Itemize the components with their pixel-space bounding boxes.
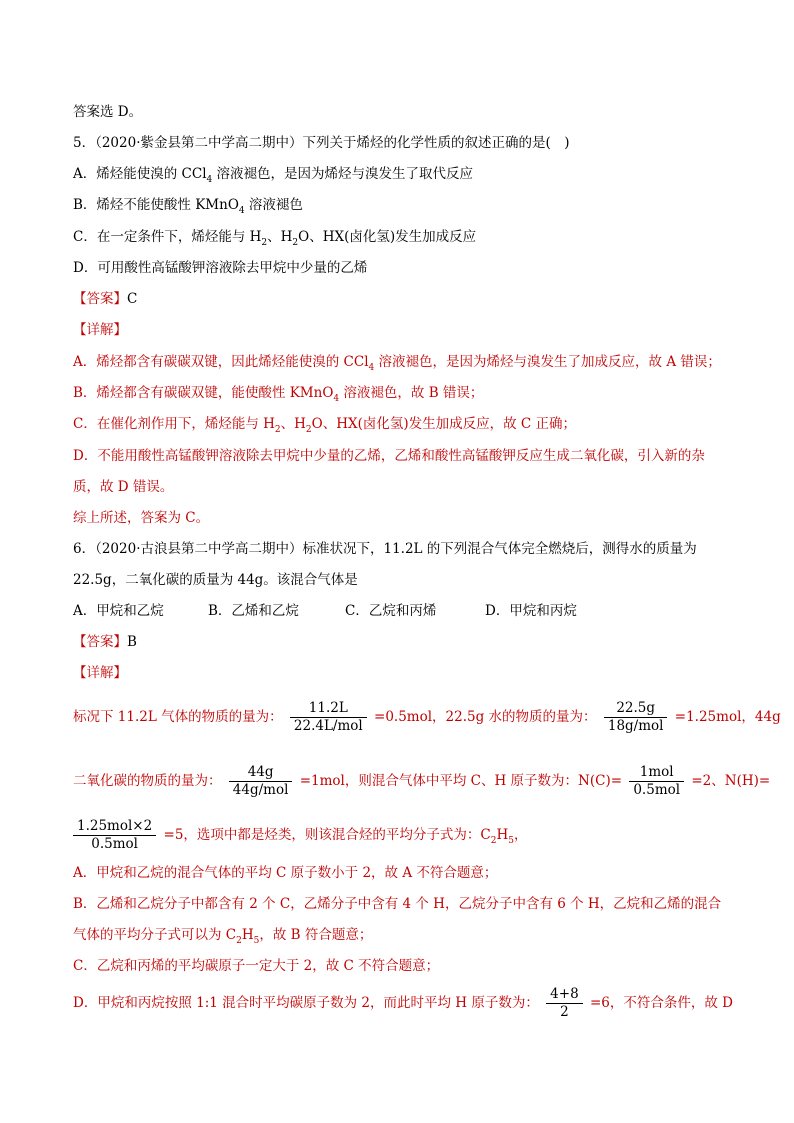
q5-option-c: C．在一定条件下，烯烃能与 $H_2$、$H_2O$、HX(卤化氢)发生加成反应 — [73, 229, 477, 248]
fraction-water-moles: $\frac{22.5g}{\text{18g/mol}}$ — [604, 700, 668, 735]
q6-calc-line3: $\frac{\text{1.25mol×2}}{\text{0.5mol}}$ =5，选项中都是烃类，则该混合烃的平均分子式为：$C_2H_5$， — [73, 818, 528, 853]
fraction-avg-h: $\frac{4+8}{2}$ — [546, 986, 583, 1021]
q5-option-a: A．烯烃能使溴的 CCl$_4$ 溶液褪色，是因为烯烃与溴发生了取代反应 — [73, 166, 474, 185]
q6-explain-b-line2: 气体的平均分子式可以为 $C_2H_5$，故 B 符合题意； — [73, 927, 373, 946]
q6-stem-line2: 22.5g，二氧化碳的质量为 44g。该混合气体是 — [73, 572, 358, 588]
q6-explain-c: C．乙烷和丙烯的平均碳原子一定大于 2，故 C 不符合题意； — [73, 958, 440, 974]
q6-calc-line2: 二氧化碳的物质的量为： $\frac{44g}{\text{44g/mol}}$ =1mol，则混合气体中平均 C、H 原子数为：N(C)= $\frac{\text{1mol}}{\text{0.5mol}}$ =2、N(H)= — [73, 764, 771, 798]
q5-explain-a: A．烯烃都含有碳碳双键，因此烯烃能使溴的 CCl$_4$ 溶液褪色，是因为烯烃与溴发生了加成反应，故 A 错误； — [73, 354, 721, 373]
q6-explain-d: D．甲烷和丙烷按照 1:1 混合时平均碳原子数为 2，而此时平均 H 原子数为： $\frac{4+8}{2}$ =6，不符合条件，故 D — [73, 986, 733, 1020]
q5-answer: 【答案】C — [73, 291, 138, 307]
q5-explain-c: C．在催化剂作用下，烯烃能与 $H_2$、$H_2O$、HX(卤化氢)发生加成反应，故 C 正确； — [73, 416, 577, 435]
q6-explain-b-line1: B．乙烯和乙烷分子中都含有 2 个 C，乙烯分子中含有 4 个 H，乙烷分子中含有 6 个 H，乙烷和乙烯的混合 — [73, 896, 722, 912]
q6-stem-line1: 6．（2020·古浪县第二中学高二期中）标准状况下，11.2L 的下列混合气体完全燃烧后，测得水的质量为 — [73, 541, 697, 557]
q5-option-b: B．烯烃不能使酸性 KMnO$_4$ 溶液褪色 — [73, 197, 303, 216]
q5-option-d: D．可用酸性高锰酸钾溶液除去甲烷中少量的乙烯 — [73, 260, 368, 276]
q6-option-d: D．甲烷和丙烷 — [485, 603, 577, 619]
fraction-co2-moles: $\frac{44g}{\text{44g/mol}}$ — [229, 764, 293, 799]
q6-option-c: C．乙烷和丙烯 — [345, 603, 437, 619]
q6-option-a: A．甲烷和乙烷 — [73, 603, 164, 619]
q6-option-b: B．乙烯和乙烷 — [208, 603, 299, 619]
q5-explain-b: B．烯烃都含有碳碳双键，能使酸性 KMnO$_4$ 溶液褪色，故 B 错误； — [73, 385, 484, 404]
q5-explain-d-line1: D．不能用酸性高锰酸钾溶液除去甲烷中少量的乙烯，乙烯和酸性高锰酸钾反应生成二氧化碳，引入新的杂 — [73, 448, 705, 464]
q6-explain-a: A．甲烷和乙烷的混合气体的平均 C 原子数小于 2，故 A 不符合题意； — [73, 865, 498, 881]
fraction-gas-moles: $\frac{11.2L}{\text{22.4L/mol}}$ — [290, 700, 367, 735]
q5-summary: 综上所述，答案为 C。 — [73, 510, 210, 526]
fraction-nh: $\frac{\text{1.25mol×2}}{\text{0.5mol}}$ — [73, 818, 156, 853]
q6-answer: 【答案】B — [73, 634, 137, 650]
answer-note: 答案选 D。 — [73, 104, 143, 120]
q6-detail-label: 【详解】 — [73, 665, 127, 681]
q5-explain-d-line2: 质，故 D 错误。 — [73, 479, 174, 495]
q6-calc-line1: 标况下 11.2L 气体的物质的量为： $\frac{11.2L}{\text{22.4L/mol}}$ =0.5mol，22.5g 水的物质的量为： $\frac{22.5g}{\text{18g/mol}}$ =1.25mol，44g — [73, 700, 781, 734]
q5-detail-label: 【详解】 — [73, 322, 127, 338]
fraction-nc: $\frac{\text{1mol}}{\text{0.5mol}}$ — [629, 764, 684, 799]
q5-stem: 5．（2020·紫金县第二中学高二期中）下列关于烯烃的化学性质的叙述正确的是( ) — [73, 135, 570, 151]
